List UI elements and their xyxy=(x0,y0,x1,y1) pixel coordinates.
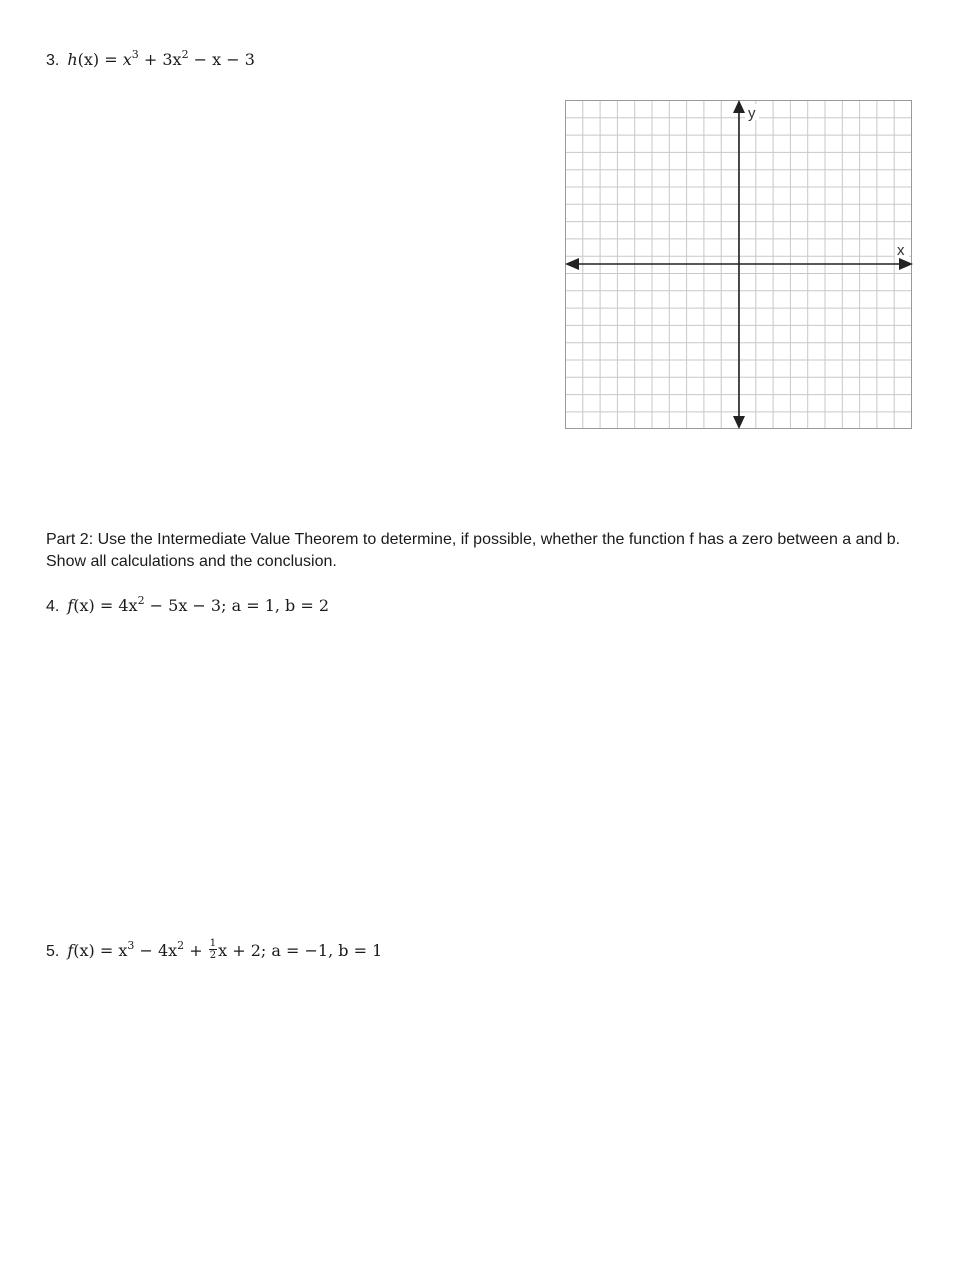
problem-5 xyxy=(46,940,382,963)
problem-3-number: 3. xyxy=(46,52,60,69)
y-axis-bottom-arrow xyxy=(733,416,745,429)
equals-term: = x xyxy=(94,941,128,960)
function-arg: (x) xyxy=(73,941,95,960)
fraction-denominator: 2 xyxy=(209,950,217,961)
term-2-exponent: 2 xyxy=(177,939,185,952)
coordinate-grid xyxy=(564,99,914,433)
term-2: − 4x xyxy=(134,941,178,960)
problem-5-equation xyxy=(67,938,383,961)
x-axis-right-arrow xyxy=(899,258,913,270)
function-arg: (x) xyxy=(77,50,100,69)
remaining-terms: − x − 3 xyxy=(188,50,255,69)
fraction-one-half xyxy=(209,938,217,961)
remaining-terms: x + 2; a = −1, b = 1 xyxy=(218,941,383,960)
term-1: x xyxy=(122,50,132,69)
equals-sign: = xyxy=(99,50,123,69)
x-axis-label: x xyxy=(897,242,905,259)
fraction-numerator: 1 xyxy=(209,938,217,949)
problem-3-equation xyxy=(67,50,255,69)
part-2-instructions: Part 2: Use the Intermediate Value Theorem to determine, if possible, whether the function f has a zero between a and b. Show all calculations and the conclusion. xyxy=(46,531,901,570)
remaining-terms: − 5x − 3; a = 1, b = 2 xyxy=(144,596,330,615)
plus-sign: + xyxy=(184,941,208,960)
term-1-exponent: 3 xyxy=(131,48,139,61)
function-name: h xyxy=(67,50,78,69)
term-exponent: 2 xyxy=(137,594,145,607)
problem-3 xyxy=(46,50,255,70)
problem-4 xyxy=(46,596,329,616)
y-axis-label: y xyxy=(748,105,756,122)
term-2-exponent: 2 xyxy=(181,48,189,61)
problem-4-equation xyxy=(67,596,329,615)
equals-term: = 4x xyxy=(94,596,138,615)
problem-5-number: 5. xyxy=(46,943,60,960)
x-axis-left-arrow xyxy=(565,258,579,270)
problem-4-number: 4. xyxy=(46,598,60,615)
term-1-exponent: 3 xyxy=(127,939,135,952)
function-arg: (x) xyxy=(73,596,95,615)
term-2: + 3x xyxy=(138,50,182,69)
y-axis-top-arrow xyxy=(733,100,745,113)
function-name: f xyxy=(67,941,74,960)
function-name: f xyxy=(67,596,74,615)
